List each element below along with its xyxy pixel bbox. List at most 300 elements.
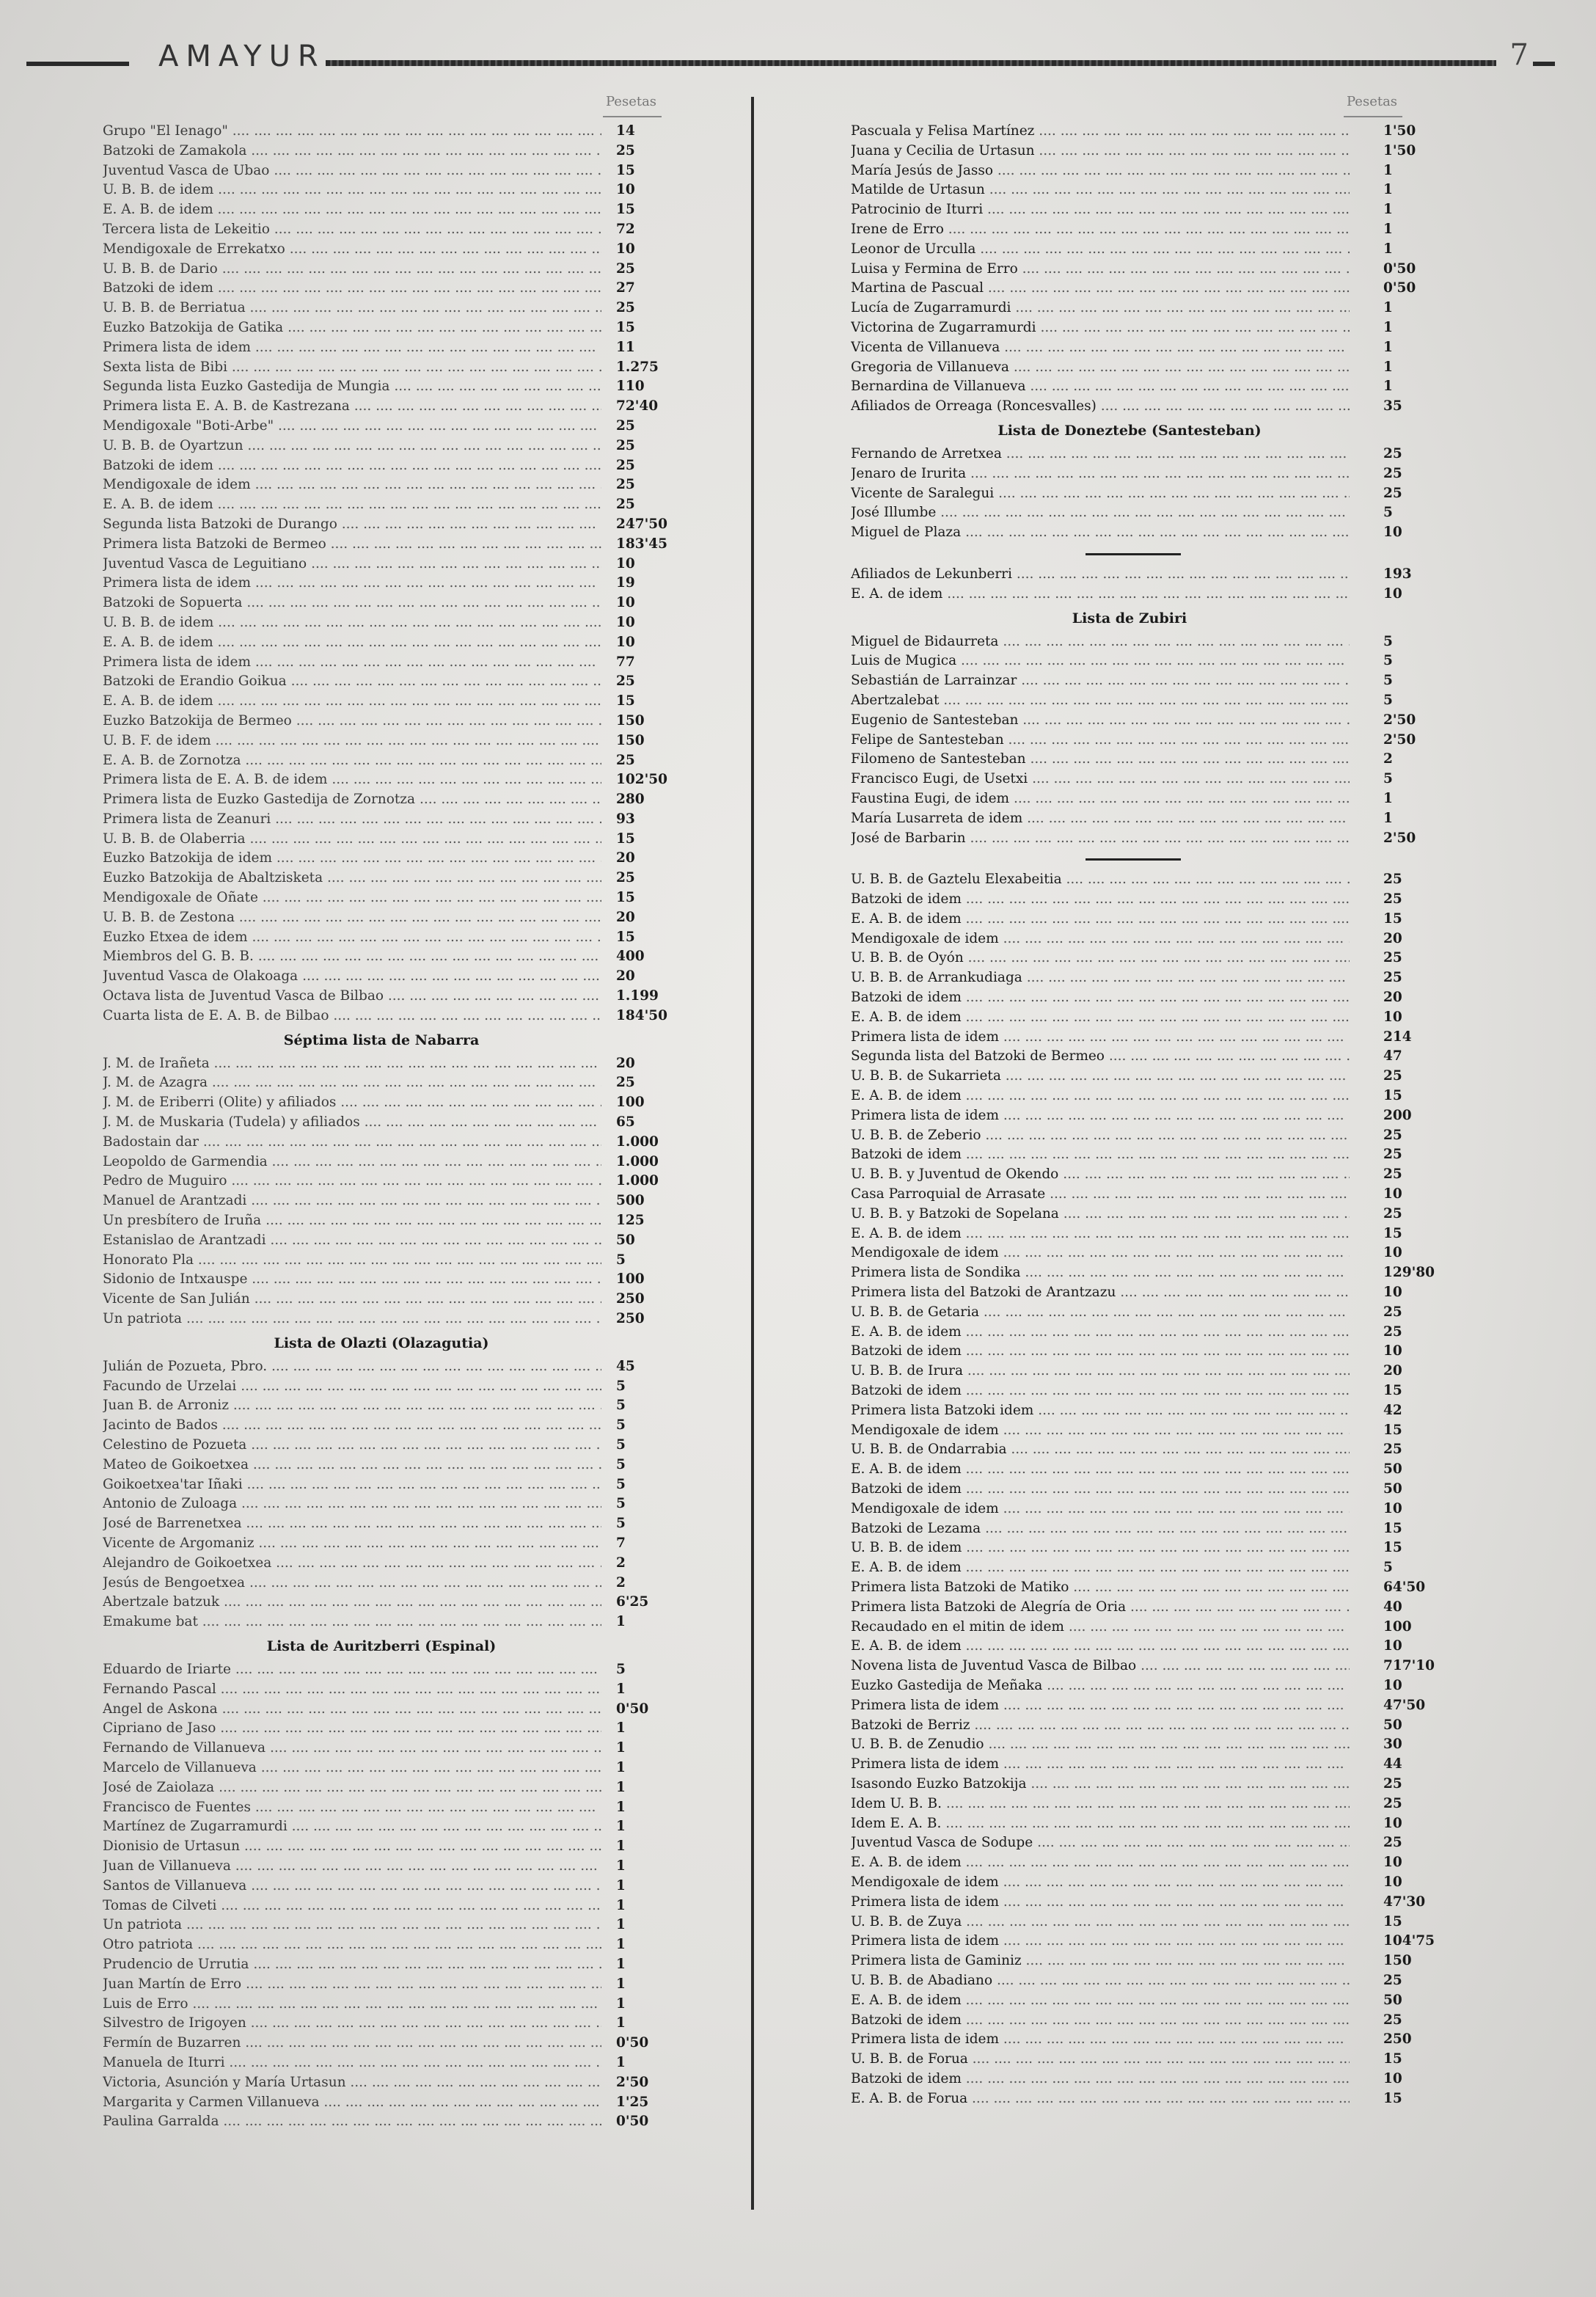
contribution-row — [851, 1618, 1438, 1637]
amount: 25 — [616, 752, 635, 768]
amount: 10 — [616, 595, 635, 611]
contributor-name: U. B. B. de Irura .... — [851, 1362, 1350, 1381]
contribution-row — [103, 1975, 689, 1995]
contribution-row — [103, 318, 689, 338]
amount: 10 — [1383, 1855, 1402, 1871]
contributor-name: José Illumbe .... — [851, 503, 1350, 523]
amount: 1 — [616, 1681, 626, 1697]
amount: 1 — [1383, 202, 1393, 218]
contribution-row — [851, 565, 1438, 585]
contribution-row — [103, 180, 689, 200]
contributor-name: Un patriota .... — [103, 1916, 601, 1935]
contribution-row — [851, 1224, 1438, 1244]
amount: 50 — [1383, 1461, 1402, 1478]
amount: 10 — [1383, 1285, 1402, 1301]
amount: 250 — [616, 1311, 645, 1327]
contribution-row — [851, 671, 1438, 691]
right-list-4 — [851, 632, 1438, 849]
amount: 20 — [616, 909, 635, 925]
amount: 11 — [616, 339, 635, 355]
section-title: Lista de Olazti (Olazagutia) — [274, 1334, 489, 1351]
contributor-name: Juventud Vasca de Ubao .... — [103, 161, 601, 181]
contributor-name: Matilde de Urtasun .... — [851, 180, 1350, 200]
contributor-name: Batzoki de idem .... — [851, 890, 1350, 910]
contributor-name: Lucía de Zugarramurdi .... — [851, 299, 1350, 318]
contributor-name: U. B. B. de Zuya .... — [851, 1913, 1350, 1932]
amount: 1 — [616, 1779, 626, 1795]
amount: 5 — [616, 1437, 626, 1453]
amount: 1.000 — [616, 1173, 659, 1189]
contribution-row — [851, 2030, 1438, 2050]
amount: 2 — [1383, 751, 1393, 767]
contribution-row — [103, 535, 689, 555]
contribution-row — [103, 279, 689, 299]
contribution-row — [103, 200, 689, 220]
amount: 214 — [1383, 1029, 1412, 1045]
contributor-name: Primera lista de idem .... — [851, 1106, 1350, 1126]
amount: 25 — [616, 457, 635, 473]
amount: 25 — [1383, 872, 1402, 888]
header-rule-left — [26, 62, 129, 66]
contribution-row — [103, 1231, 689, 1251]
contribution-row — [851, 1735, 1438, 1755]
contributor-name: U. B. B. de Gaztelu Elexabeitia .... — [851, 870, 1350, 890]
contribution-row — [103, 358, 689, 378]
contributor-name: Batzoki de idem .... — [851, 1381, 1350, 1401]
amount: 25 — [616, 870, 635, 886]
amount: 1 — [616, 1877, 626, 1894]
contribution-row — [851, 1263, 1438, 1283]
contribution-row — [103, 1191, 689, 1211]
contribution-row — [103, 1133, 689, 1153]
contribution-row — [851, 1696, 1438, 1716]
left-column — [103, 94, 689, 2132]
amount: 250 — [1383, 2031, 1412, 2048]
contributor-name: Fernando Pascal .... — [103, 1680, 601, 1700]
contribution-row — [103, 1778, 689, 1798]
contributor-name: Miguel de Bidaurreta .... — [851, 632, 1350, 652]
contribution-row — [103, 1054, 689, 1074]
contributor-name: Afiliados de Lekunberri .... — [851, 565, 1350, 585]
contribution-row — [851, 1873, 1438, 1893]
amount: 25 — [1383, 1304, 1402, 1320]
contributor-name: Honorato Pla .... — [103, 1251, 601, 1271]
amount: 10 — [1383, 1638, 1402, 1654]
contributor-name: Sidonio de Intxauspe .... — [103, 1270, 601, 1290]
contribution-row — [103, 1093, 689, 1113]
amount: 10 — [1383, 1874, 1402, 1890]
contribution-row — [103, 1916, 689, 1935]
amount: 50 — [1383, 1481, 1402, 1497]
contributor-name: U. B. B. de Forua .... — [851, 2050, 1350, 2070]
contributor-name: Marcelo de Villanueva .... — [103, 1759, 601, 1778]
amount: 42 — [1383, 1402, 1402, 1418]
contribution-row — [103, 1995, 689, 2015]
contributor-name: Manuel de Arantzadi .... — [103, 1191, 601, 1211]
contribution-row — [103, 1680, 689, 1700]
separator-rule — [851, 543, 1438, 565]
contributor-name: Primera lista E. A. B. de Kastrezana .... — [103, 397, 601, 417]
contributor-name: Silvestro de Irigoyen .... — [103, 2014, 601, 2034]
contribution-row — [103, 1660, 689, 1680]
contributor-name: Segunda lista Batzoki de Durango .... — [103, 515, 601, 535]
contributor-name: E. A. B. de idem .... — [851, 1558, 1350, 1578]
amount: 10 — [616, 614, 635, 630]
contributor-name: Recaudado en el mitin de idem .... — [851, 1618, 1350, 1637]
contribution-row — [103, 653, 689, 673]
pesetas-heading: Pesetas — [851, 94, 1438, 122]
contribution-row — [103, 633, 689, 653]
contribution-row — [103, 220, 689, 240]
contributor-name: Pedro de Muguiro .... — [103, 1172, 601, 1191]
contribution-row — [851, 585, 1438, 605]
contributor-name: Abertzale batzuk .... — [103, 1593, 601, 1613]
contribution-row — [103, 672, 689, 692]
contributor-name: Luisa y Fermina de Erro .... — [851, 260, 1350, 280]
contribution-row — [851, 1185, 1438, 1205]
amount: 25 — [1383, 445, 1402, 461]
contribution-row — [103, 515, 689, 535]
amount: 20 — [1383, 930, 1402, 946]
contribution-row — [851, 1106, 1438, 1126]
left-list-1 — [103, 122, 689, 1026]
contribution-row — [851, 1971, 1438, 1991]
amount: 19 — [616, 575, 635, 591]
contribution-row — [851, 1067, 1438, 1087]
amount: 1 — [616, 1956, 626, 1972]
contributor-name: Batzoki de idem .... — [851, 1342, 1350, 1362]
contributor-name: Primera lista de idem .... — [103, 338, 601, 358]
contribution-row — [851, 1401, 1438, 1421]
contributor-name: Primera lista Batzoki de Alegría de Oria .... — [851, 1598, 1350, 1618]
contributor-name: U. B. B. de Berriatua .... — [103, 299, 601, 318]
contributor-name: Emakume bat .... — [103, 1613, 601, 1632]
contributor-name: Paulina Garralda .... — [103, 2112, 601, 2132]
contributor-name: E. A. B. de idem .... — [851, 1853, 1350, 1873]
amount: 250 — [616, 1291, 645, 1307]
amount: 2 — [616, 1555, 626, 1571]
amount: 1 — [616, 2054, 626, 2070]
contribution-row — [103, 260, 689, 280]
amount: 10 — [616, 634, 635, 650]
contribution-row — [851, 930, 1438, 949]
contribution-row — [103, 1436, 689, 1456]
contributor-name: Victorina de Zugarramurdi .... — [851, 318, 1350, 338]
amount: 110 — [616, 379, 645, 395]
amount: 0'50 — [1383, 280, 1416, 296]
amount: 50 — [1383, 1992, 1402, 2008]
contribution-row — [851, 358, 1438, 378]
amount: 100 — [616, 1095, 645, 1111]
contributor-name: Batzoki de Erandio Goikua .... — [103, 672, 601, 692]
amount: 5 — [616, 1496, 626, 1512]
contributor-name: Fernando de Arretxea .... — [851, 445, 1350, 464]
amount: 10 — [1383, 1245, 1402, 1261]
contributor-name: Cipriano de Jaso .... — [103, 1719, 601, 1739]
contributor-name: U. B. B. y Juventud de Okendo .... — [851, 1165, 1350, 1185]
amount: 1.275 — [616, 359, 659, 375]
amount: 15 — [1383, 2051, 1402, 2067]
contribution-row — [103, 1251, 689, 1271]
contribution-row — [851, 1480, 1438, 1500]
amount: 1 — [616, 1799, 626, 1815]
amount: 1 — [1383, 241, 1393, 257]
contribution-row — [851, 318, 1438, 338]
contributor-name: Leonor de Urculla .... — [851, 240, 1350, 260]
amount: 15 — [616, 319, 635, 335]
amount: 25 — [616, 497, 635, 513]
contributor-name: Mendigoxale de Oñate .... — [103, 888, 601, 908]
contributor-name: Primera lista de idem .... — [103, 653, 601, 673]
section-title: Lista de Zubiri — [1072, 610, 1187, 627]
amount: 1 — [616, 1937, 626, 1953]
contribution-row — [103, 1290, 689, 1310]
amount: 15 — [1383, 1913, 1402, 1929]
header-rule-end — [1533, 62, 1555, 66]
contributor-name: Primera lista de Euzko Gastedija de Zornotza .... — [103, 790, 601, 810]
right-list-3 — [851, 565, 1438, 605]
amount: 1 — [616, 1819, 626, 1835]
contribution-row — [103, 1534, 689, 1554]
amount: 25 — [1383, 1205, 1402, 1221]
amount: 5 — [616, 1516, 626, 1532]
contributor-name: Batzoki de idem .... — [851, 1145, 1350, 1165]
amount: 1 — [1383, 319, 1393, 335]
amount: 1 — [1383, 221, 1393, 237]
amount: 1.000 — [616, 1153, 659, 1169]
contribution-row — [851, 1913, 1438, 1932]
contributor-name: Juan Martín de Erro .... — [103, 1975, 601, 1995]
contribution-row — [851, 279, 1438, 299]
contributor-name: Goikoetxea'tar Iñaki .... — [103, 1475, 601, 1495]
contributor-name: Primera lista de Gaminiz .... — [851, 1951, 1350, 1971]
amount: 10 — [1383, 1343, 1402, 1359]
contributor-name: Batzoki de Lezama .... — [851, 1519, 1350, 1539]
contribution-row — [103, 790, 689, 810]
contributor-name: Mendigoxale de idem .... — [851, 930, 1350, 949]
contributor-name: Manuela de Iturri .... — [103, 2053, 601, 2073]
contribution-row — [103, 770, 689, 790]
contribution-row — [851, 1381, 1438, 1401]
contributor-name: Filomeno de Santesteban .... — [851, 750, 1350, 770]
amount: 77 — [616, 654, 635, 670]
amount: 47'30 — [1383, 1894, 1426, 1910]
amount: 7 — [616, 1535, 626, 1551]
contribution-row — [851, 1165, 1438, 1185]
contributor-name: Mendigoxale de idem .... — [851, 1244, 1350, 1263]
amount: 1 — [616, 1740, 626, 1756]
contribution-row — [103, 731, 689, 751]
amount: 50 — [1383, 1717, 1402, 1733]
contribution-row — [103, 947, 689, 967]
column-divider — [751, 97, 754, 2210]
amount: 104'75 — [1383, 1933, 1435, 1949]
contributor-name: Casa Parroquial de Arrasate .... — [851, 1185, 1350, 1205]
contributor-name: Idem E. A. B. .... — [851, 1814, 1350, 1834]
contribution-row — [851, 161, 1438, 181]
contributor-name: Sexta lista de Bibi .... — [103, 358, 601, 378]
contribution-row — [851, 1028, 1438, 1048]
amount: 200 — [1383, 1107, 1412, 1123]
contributor-name: Juan B. de Arroniz .... — [103, 1396, 601, 1416]
amount: 247'50 — [616, 516, 668, 532]
contributor-name: U. B. B. de Sukarrieta .... — [851, 1067, 1350, 1087]
contributor-name: Juventud Vasca de Olakoaga .... — [103, 967, 601, 987]
contribution-row — [851, 1794, 1438, 1814]
amount: 1.199 — [616, 988, 659, 1004]
contributor-name: Un presbítero de Iruña .... — [103, 1211, 601, 1231]
contribution-row — [851, 890, 1438, 910]
amount: 25 — [1383, 1775, 1402, 1792]
amount: 20 — [616, 968, 635, 985]
amount: 5 — [616, 1398, 626, 1414]
contributor-name: E. A. B. de idem .... — [851, 1323, 1350, 1343]
contribution-row — [103, 1759, 689, 1778]
contributor-name: U. B. B. de Abadiano .... — [851, 1971, 1350, 1991]
left-list-3 — [103, 1357, 689, 1632]
amount: 25 — [1383, 1835, 1402, 1851]
amount: 717'10 — [1383, 1658, 1435, 1674]
contributor-name: Vicenta de Villanueva .... — [851, 338, 1350, 358]
contribution-row — [851, 1893, 1438, 1913]
amount: 150 — [616, 732, 645, 748]
amount: 1 — [616, 1838, 626, 1855]
contribution-row — [103, 2093, 689, 2113]
amount: 1 — [616, 1976, 626, 1992]
contributor-name: Badostain dar .... — [103, 1133, 601, 1153]
amount: 25 — [616, 477, 635, 493]
contributor-name: Grupo "El Ienago" .... — [103, 122, 601, 142]
contributor-name: E. A. B. de idem .... — [851, 1460, 1350, 1480]
contributor-name: Abertzalebat .... — [851, 691, 1350, 711]
contributor-name: E. A. B. de idem .... — [851, 1991, 1350, 2011]
amount: 10 — [1383, 2070, 1402, 2086]
contributor-name: Julián de Pozueta, Pbro. .... — [103, 1357, 601, 1377]
contributor-name: Novena lista de Juventud Vasca de Bilbao .... — [851, 1657, 1350, 1676]
contributor-name: E. A. B. de idem .... — [851, 910, 1350, 930]
contribution-row — [851, 2011, 1438, 2031]
contribution-row — [103, 1700, 689, 1720]
amount: 47'50 — [1383, 1697, 1426, 1713]
contribution-row — [851, 523, 1438, 543]
amount: 40 — [1383, 1599, 1402, 1615]
amount: 25 — [1383, 1795, 1402, 1811]
left-list-4 — [103, 1660, 689, 2132]
contributor-name: José de Zaiolaza .... — [103, 1778, 601, 1798]
contributor-name: J. M. de Muskaria (Tudela) y afiliados .... — [103, 1113, 601, 1133]
contribution-row — [851, 397, 1438, 417]
contributor-name: Eduardo de Iriarte .... — [103, 1660, 601, 1680]
contribution-row — [851, 750, 1438, 770]
contributor-name: U. B. B. de Ondarrabia .... — [851, 1440, 1350, 1460]
masthead-title: AMAYUR — [158, 40, 326, 73]
amount: 6'25 — [616, 1594, 649, 1610]
contributor-name: Isasondo Euzko Batzokija .... — [851, 1775, 1350, 1794]
contribution-row — [103, 869, 689, 888]
amount: 10 — [1383, 1677, 1402, 1693]
contribution-row — [103, 1593, 689, 1613]
amount: 129'80 — [1383, 1265, 1435, 1281]
right-list-1 — [851, 122, 1438, 417]
amount: 1 — [1383, 300, 1393, 316]
contribution-row — [103, 1211, 689, 1231]
contributor-name: E. A. B. de idem .... — [851, 1224, 1350, 1244]
contributor-name: Sebastián de Larrainzar .... — [851, 671, 1350, 691]
contributor-name: Victoria, Asunción y María Urtasun .... — [103, 2073, 601, 2093]
amount: 5 — [616, 1661, 626, 1677]
contribution-row — [103, 142, 689, 161]
amount: 1 — [616, 1720, 626, 1737]
contribution-row — [103, 437, 689, 456]
contributor-name: Mendigoxale de idem .... — [851, 1873, 1350, 1893]
amount: 193 — [1383, 566, 1412, 582]
contributor-name: Cuarta lista de E. A. B. de Bilbao .... — [103, 1007, 601, 1026]
contributor-name: Primera lista del Batzoki de Arantzazu .... — [851, 1283, 1350, 1303]
contribution-row — [103, 397, 689, 417]
contributor-name: Bernardina de Villanueva .... — [851, 377, 1350, 397]
contribution-row — [103, 456, 689, 476]
amount: 1 — [1383, 790, 1393, 806]
contribution-row — [103, 1574, 689, 1593]
amount: 10 — [1383, 585, 1402, 602]
amount: 25 — [1383, 970, 1402, 986]
amount: 184'50 — [616, 1007, 668, 1023]
contribution-row — [103, 1172, 689, 1191]
contributor-name: Mendigoxale "Boti-Arbe" .... — [103, 417, 601, 437]
contribution-row — [851, 1126, 1438, 1146]
contribution-row — [851, 220, 1438, 240]
amount: 65 — [616, 1114, 635, 1131]
contributor-name: Dionisio de Urtasun .... — [103, 1837, 601, 1857]
amount: 5 — [616, 1476, 626, 1492]
amount: 20 — [616, 1055, 635, 1071]
contributor-name: U. B. B. de Getaria .... — [851, 1303, 1350, 1323]
contributor-name: Primera lista de idem .... — [851, 2030, 1350, 2050]
contribution-row — [851, 260, 1438, 280]
amount: 2'50 — [1383, 731, 1416, 748]
amount: 1 — [616, 1858, 626, 1874]
amount: 10 — [1383, 1815, 1402, 1831]
contributor-name: J. M. de Azagra .... — [103, 1073, 601, 1093]
contribution-row — [103, 1456, 689, 1475]
contributor-name: E. A. B. de Forua .... — [851, 2089, 1350, 2109]
contribution-row — [851, 910, 1438, 930]
contributor-name: Batzoki de idem .... — [103, 279, 601, 299]
right-column — [851, 94, 1438, 2109]
contributor-name: U. B. B. y Batzoki de Sopelana .... — [851, 1205, 1350, 1224]
amount: 20 — [1383, 990, 1402, 1006]
amount: 25 — [1383, 465, 1402, 481]
contribution-row — [103, 122, 689, 142]
contributor-name: Martina de Pascual .... — [851, 279, 1350, 299]
contributor-name: J. M. de Eriberri (Olite) y afiliados .... — [103, 1093, 601, 1113]
contributor-name: U. B. B. de Dario .... — [103, 260, 601, 280]
contribution-row — [103, 1837, 689, 1857]
contributor-name: Primera lista de idem .... — [851, 1893, 1350, 1913]
amount: 50 — [616, 1232, 635, 1248]
contribution-row — [851, 1008, 1438, 1028]
amount: 20 — [1383, 1363, 1402, 1379]
contributor-name: Estanislao de Arantzadi .... — [103, 1231, 601, 1251]
contributor-name: Mendigoxale de idem .... — [851, 1500, 1350, 1519]
contribution-row — [103, 1270, 689, 1290]
amount: 15 — [1383, 1225, 1402, 1241]
contribution-row — [851, 484, 1438, 504]
contributor-name: Primera lista de idem .... — [851, 1696, 1350, 1716]
amount: 1'50 — [1383, 142, 1416, 158]
amount: 5 — [616, 1252, 626, 1268]
amount: 0'50 — [616, 2114, 649, 2130]
